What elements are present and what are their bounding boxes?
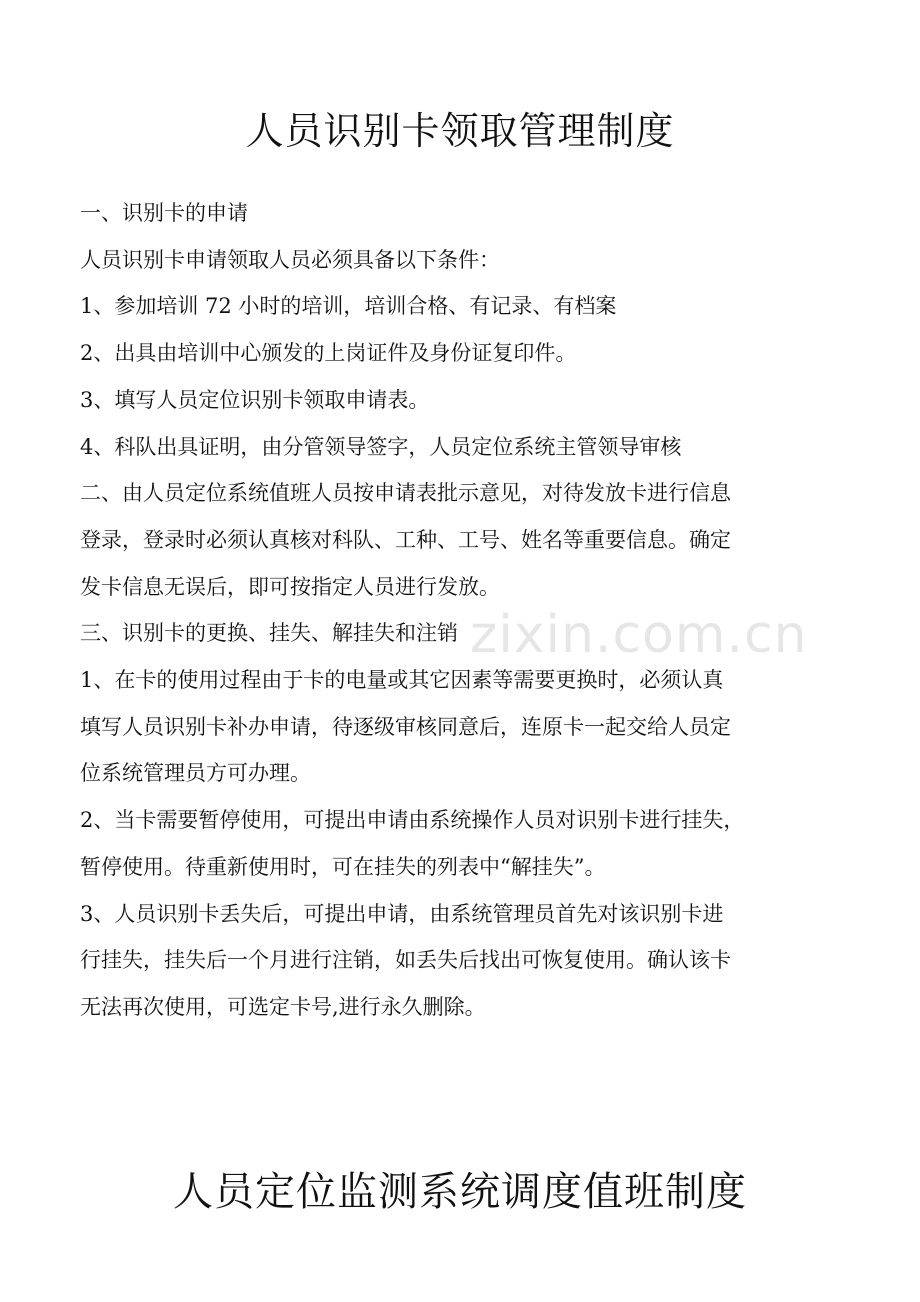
section-3-item-3-line-2: 行挂失，挂失后一个月进行注销，如丢失后找出可恢复使用。确认该卡 [80,948,731,973]
section-1-intro: 人员识别卡申请领取人员必须具备以下条件： [80,247,500,272]
section-3-heading: 三、识别卡的更换、挂失、解挂失和注销 [80,621,458,646]
section-3-item-1-line-2: 填写人员识别卡补办申请，待逐级审核同意后，连原卡一起交给人员定 [80,714,731,739]
section-3-item-2-line-1: 2、当卡需要暂停使用，可提出申请由系统操作人员对识别卡进行挂失， [80,808,745,833]
section-3-item-1-line-3: 位系统管理员方可办理。 [80,761,311,786]
section-2-line-1: 二、由人员定位系统值班人员按申请表批示意见，对待发放卡进行信息 [80,481,731,506]
section-3-item-3-line-3: 无法再次使用，可选定卡号,进行永久删除。 [80,994,486,1019]
section-2-line-3: 发卡信息无误后，即可按指定人员进行发放。 [80,574,500,599]
section-1-heading: 一、识别卡的申请 [80,201,248,225]
section-1-item-2: 2、出具由培训中心颁发的上岗证件及身份证复印件。 [80,341,577,366]
section-3-item-2-line-2: 暂停使用。待重新使用时，可在挂失的列表中“解挂失”。 [80,854,606,879]
section-2-line-2: 登录，登录时必须认真核对科队、工种、工号、姓名等重要信息。确定 [80,527,731,552]
watermark: zixin.com.cn [470,605,808,665]
next-document-title: 人员定位监测系统调度值班制度 [173,1169,747,1215]
section-1-item-1: 1、参加培训 72 小时的培训，培训合格、有记录、有档案 [80,294,617,319]
section-3-item-3-line-1: 3、人员识别卡丢失后，可提出申请，由系统管理员首先对该识别卡进 [80,901,724,926]
document-body [80,190,842,1031]
section-3-item-1-line-1: 1、在卡的使用过程由于卡的电量或其它因素等需要更换时，必须认真 [80,668,724,693]
section-1-item-4: 4、科队出具证明，由分管领导签字，人员定位系统主管领导审核 [80,434,682,459]
document-title: 人员识别卡领取管理制度 [245,109,675,153]
section-1-item-3: 3、填写人员定位识别卡领取申请表。 [80,387,430,412]
